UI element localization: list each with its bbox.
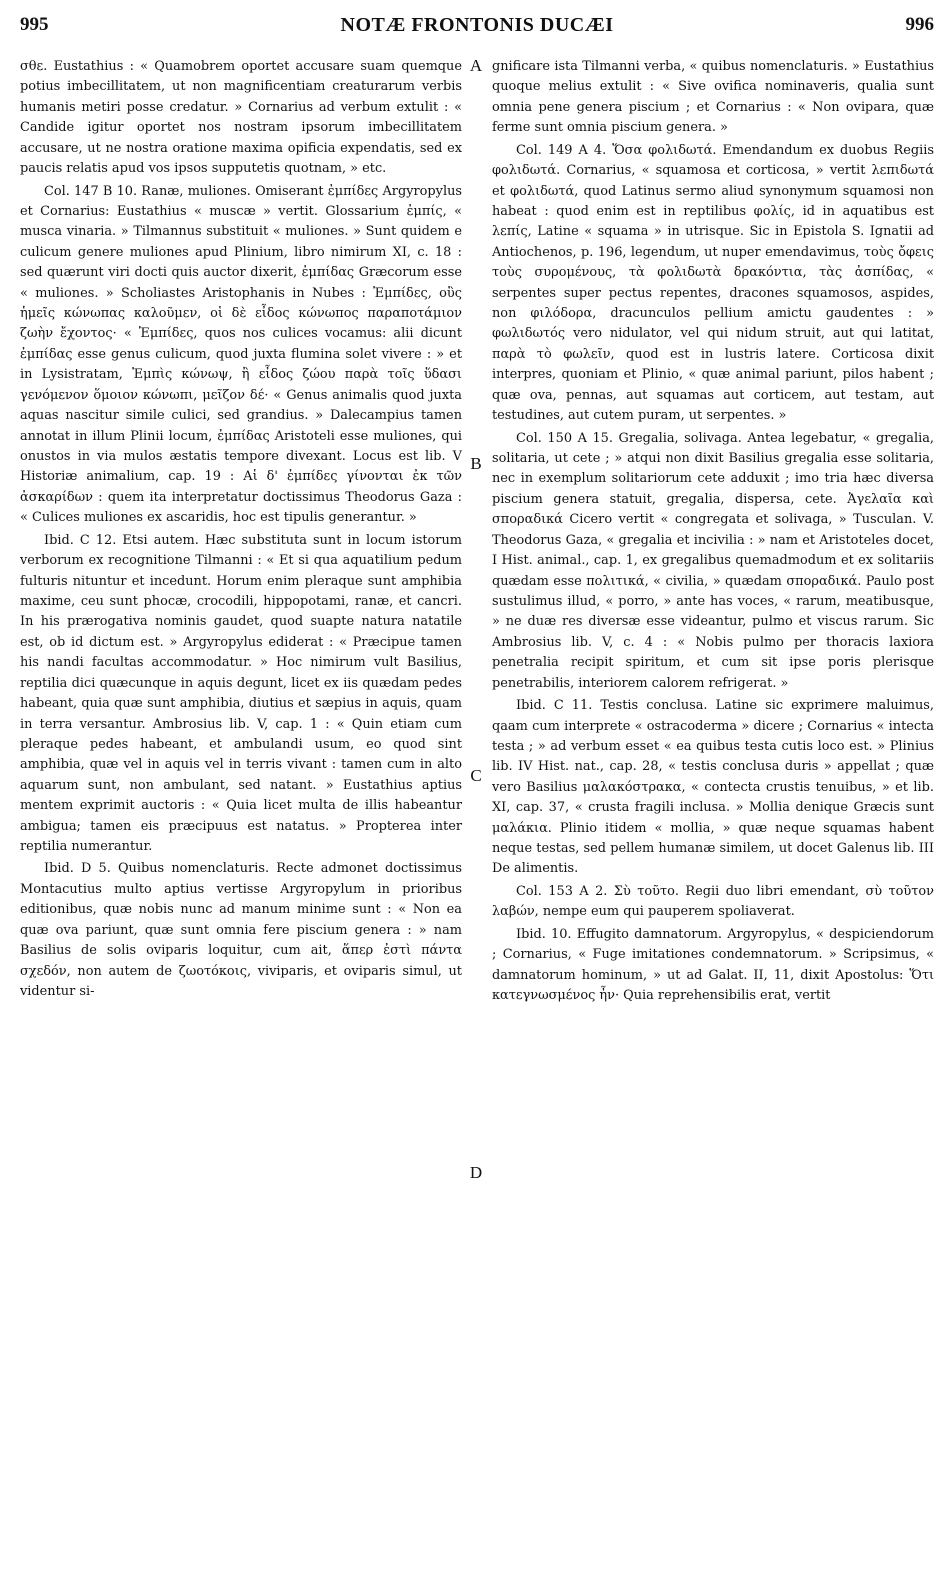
page-number-right: 996 <box>905 14 934 35</box>
paragraph: Ibid. 10. Effugito damnatorum. Argyropylus, « despiciendorum ; Cornarius, « Fuge imitationes condemnatorum. » Scripsimus, « damnatorum hominum, » ut ad Galat. II, 11, dixit Apostolus: Ὅτι κατεγνωσμένος ἦν· Quia reprehensibilis erat, vertit <box>492 926 934 1003</box>
section-marker-b: B <box>470 454 482 473</box>
right-column <box>492 57 934 1006</box>
paragraph: Col. 150 A 15. Gregalia, solivaga. Antea legebatur, « gregalia, solitaria, ut cete ; » atqui non dixit Basilius gregalia esse solitaria, nec in exemplum solitariorum cete adduxit ; imo tria hæc diversa piscium genera statuit, gregalia, dispersa, cete. Ἀγελαῖα καὶ σποραδικά Cicero vertit « congregata et solivaga, » Tusculan. V. Theodorus Gaza, « gregalia et incivilia : » nam et Aristoteles docet, I Hist. animal., cap. 1, ex gregalibus quemadmodum et ex solitariis quædam esse πολιτικά, « civilia, » quædam σποραδικά. Paulo post sustulimus illud, « porro, » ante has voces, « rarum, meatibusque, » ne duæ res diversæ esse videantur, pulmo et viscus rarum. Sic Ambrosius lib. V, c. 4 : « Nobis pulmo per thoracis laxiora penetralia recipit spiritum, et cum sit ipse poris plerisque penetrabilis, interiorem calorem refrigerat. » <box>492 430 934 691</box>
page-header <box>20 14 934 46</box>
paragraph: Col. 149 A 4. Ὅσα φολιδωτά. Emendandum ex duobus Regiis φολιδωτά. Cornarius, « squamosa et corticosa, » vertit λεπιδωτά et φολιδωτά, quod Latinus sermo aliud synonymum squamosi non habeat : quod enim est in reptilibus φολίς, id in aquatibus est λεπίς, Latine « squama » in utrisque. Sic in Epistola S. Ignatii ad Antiochenos, p. 196, legendum, ut nuper emendavimus, τοὺς ὄφεις τοὺς συρομένους, τὰ φολιδωτὰ δρακόντια, τὰς ἀσπίδας, « serpentes super pectus repentes, dracones squamosos, aspides, non φιλόδορα, dracunculos pellium amictu gaudentes : » φωλιδωτός vero nidulator, vel qui nidum struit, aut qui latitat, παρὰ τὸ φωλεῖν, quod est in lustris latere. Corticosa dixit interpres, quoniam et Plinio, « quæ animal pariunt, pilos habent ; quæ ova, pennas, aut squamas aut corticem, aut testam, aut testudines, aut cutem puram, ut serpentes. » <box>492 142 934 424</box>
paragraph: σθε. Eustathius : « Quamobrem oportet accusare suam quemque potius imbecillitatem, ut non magnificentiam creaturarum verbis humanis metiri posse credatur. » Cornarius ad verbum extulit : « Candide igitur oportet nos nostram ipsorum imbecillitatem accusare, ut ne nostra oratione maxima opificia expendatis, sed ex paucis relatis apud vos ipsos supputetis quotnam, » etc. <box>20 59 462 177</box>
paragraph: gnificare ista Tilmanni verba, « quibus nomenclaturis. » Eustathius quoque melius extulit : « Sive ovifica nominaveris, qualia sunt omnia pene genera piscium ; et Cornarius : « Non ovipara, quæ ferme sunt omnia piscium genera. » <box>492 59 934 136</box>
section-marker-c: C <box>470 766 482 785</box>
paragraph: Col. 147 B 10. Ranæ, muliones. Omiserant ἐμπίδες Argyropylus et Cornarius: Eustathius « muscæ » vertit. Glossarium ἐμπίς, « musca vinaria. » Tilmannus substituit « muliones. » Sunt quidem e culicum genere muliones apud Plinium, libro nimirum XI, c. 18 : sed quærunt viri docti quis auctor dixerit, ἐμπίδας Græcorum esse « muliones. » Scholiastes Aristophanis in Nubes : Ἐμπίδες, οὓς ἡμεῖς κώνωπας καλοῦμεν, οἱ δὲ εἶδος κώνωπος παραποτάμιον ζωὴν ἔχοντος· « Ἐμπίδες, quos nos culices vocamus: alii dicunt ἐμπίδας esse genus culicum, quod juxta flumina solet vivere : » et in Lysistratam, Ἐμπὶς κώνωψ, ἢ εἶδος ζώου παρὰ τοῖς ὕδασι γενόμενον ὅμοιον κώνωπι, μεῖζον δέ· « Genus animalis quod juxta aquas nascitur simile culici, sed grandius. » Dalecampius tamen annotat in illum Plinii locum, ἐμπίδας Aristoteli esse muliones, qui onustos in via mulos æstatis tempore divexant. Locus est lib. V Historiæ animalium, cap. 19 : Αἱ δ' ἐμπίδες γίνονται ἐκ τῶν ἀσκαρίδων : quem ita interpretatur doctissimus Theodorus Gaza : « Culices muliones ex ascaridis, hoc est tipulis generantur. » <box>20 183 462 526</box>
section-marker-a: A <box>469 56 483 75</box>
left-column <box>20 57 462 1002</box>
page-number-left: 995 <box>20 14 49 35</box>
section-marker-d: D <box>469 1163 483 1182</box>
paragraph: Ibid. D 5. Quibus nomenclaturis. Recte admonet doctissimus Montacutius multo aptius vertisse Argyropylum in prioribus editionibus, quæ nobis nunc ad manum minime sunt : « Non ea quæ ova pariunt, quæ sunt omnia fere piscium genera : » nam Basilius de solis oviparis loquitur, cum ait, ἅπερ ἐστὶ πάντα σχεδόν, non autem de ζωοτόκοις, viviparis, et oviparis simul, ut videntur si- <box>20 861 462 999</box>
paragraph: Ibid. C 11. Testis conclusa. Latine sic exprimere maluimus, qaam cum interprete « ostracoderma » dicere ; Cornarius « intecta testa ; » ad verbum esset « ea quibus testa cutis loco est. » Plinius lib. IV Hist. nat., cap. 28, « testis conclusa duris » appellat ; quæ vero Basilius μαλακόστρακα, « contecta crustis tenuibus, » et lib. XI, cap. 37, « crusta fragili inclusa. » Mollia denique Græcis sunt μαλάκια. Plinio itidem « mollia, » quæ neque squamas habent neque testas, sed pellem humanæ similem, ut docet Galenus lib. III De alimentis. <box>492 698 934 877</box>
paragraph: Col. 153 A 2. Σὺ τοῦτο. Regii duo libri emendant, σὺ τοῦτον λαβών, nempe eum qui pauperem spoliaverat. <box>492 883 934 920</box>
paragraph: Ibid. C 12. Etsi autem. Hæc substituta sunt in locum istorum verborum ex recognitione Tilmanni : « Et si qua aquatilium pedum fulturis nituntur et incedunt. Horum enim pleraque sunt amphibia maxime, ceu sunt phocæ, crocodili, hippopotami, ranæ, et cancri. In his prærogativa nominis gaudet, quod suapte natura natatile est, ob id dictum est. » Argyropylus ediderat : « Præcipue tamen his nandi facultas accommodatur. » Hoc nimirum vult Basilius, reptilia dici quæcunque in aquis degunt, licet ex iis quædam pedes habeant, quia quæ sunt amphibia, diutius et sæpius in aquis, quam in terra versantur. Ambrosius lib. V, cap. 1 : « Quin etiam cum pleraque pedes habeant, et ambulandi usum, eo quod sint amphibia, quæ vel in aquis vel in terris vivant : tamen cum in alto aquarum sunt, non ambulant, sed natant. » Eustathius aptius mentem exprimit auctoris : « Quia licet multa de illis habeantur ambigua; tamen eis præcipuus est natatus. » Propterea inter reptilia numerantur. <box>20 532 462 855</box>
running-title: NOTÆ FRONTONIS DUCÆI <box>340 14 614 36</box>
